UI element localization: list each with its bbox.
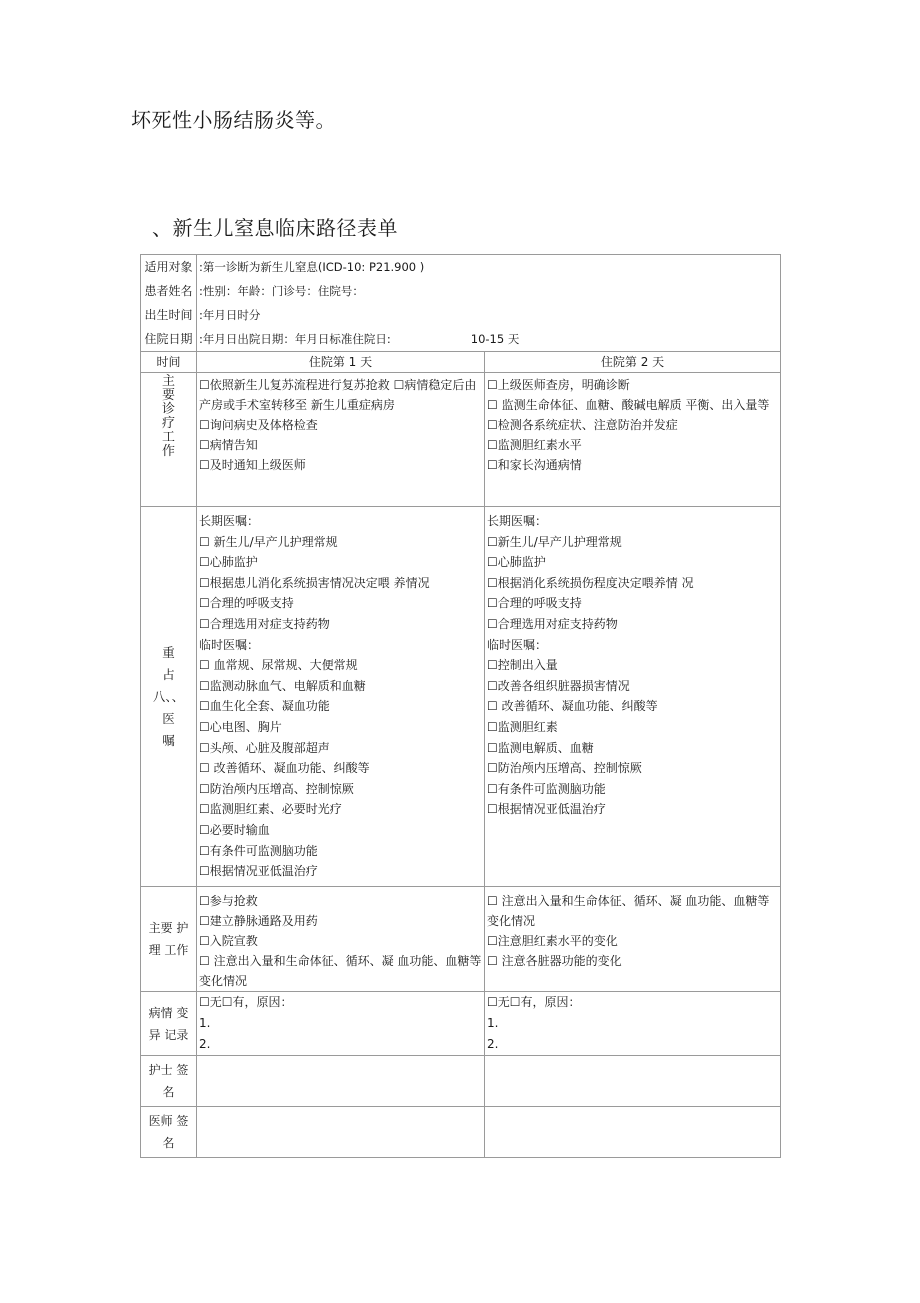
variation-reason-2[interactable]: 2. [487,1037,499,1051]
doctor-sign-label-line: 名 [162,1136,175,1150]
checklist-item[interactable]: ☐ 监测生命体征、血糖、酸碱电解质 平衡、出入量等 [487,398,770,412]
variation-day2 [485,992,781,1056]
standard-stay-duration: 10-15 天 [470,332,520,346]
checklist-item[interactable]: ☐根据消化系统损伤程度决定喂养情 况 [487,575,694,590]
checklist-item[interactable]: ☐参与抢救 [199,894,258,908]
section-title: 、新生儿窒息临床路径表单 [152,216,398,240]
orders-day1 [197,507,485,887]
variation-reason-1[interactable]: 1. [487,1016,499,1030]
orders-label [141,507,197,887]
main-work-day2 [485,373,781,507]
header-labels-cell [141,255,197,352]
diagnosis-line: :第一诊断为新生儿窒息(ICD-10: P21.900 ) [199,260,425,274]
variation-label [141,992,197,1056]
variation-label-line: 病情 变 [148,1005,189,1020]
header-row [141,255,781,352]
checklist-item[interactable]: ☐监测胆红素水平 [487,438,582,452]
checklist-item[interactable]: ☐心肺监护 [487,555,546,570]
checklist-item[interactable]: ☐监测胆红素 [487,719,558,734]
label-admission-date: 住院日期 [144,332,193,346]
doctor-sign-label-line: 医师 签 [148,1114,189,1128]
checklist-item[interactable]: ☐必要时输血 [199,822,270,837]
checklist-item[interactable]: ☐合理的呼吸支持 [487,596,582,611]
variation-choice[interactable]: ☐无☐有，原因： [487,995,581,1009]
checklist-item[interactable]: ☐心肺监护 [199,555,258,570]
orders-day2 [485,507,781,887]
main-work-label-char: 工 [161,430,175,445]
checklist-item[interactable]: ☐新生儿/早产儿护理常规 [487,534,622,549]
order-section-label: 临时医嘱： [199,637,260,652]
checklist-item[interactable]: ☐ 改善循环、凝血功能、纠酸等 [487,699,658,714]
orders-label-char: 医 [162,710,175,726]
nursing-label-line: 理 工作 [148,943,189,957]
doctor-sign-label [141,1107,197,1158]
checklist-item[interactable]: ☐合理选用对症支持药物 [487,616,618,631]
main-work-label [141,373,197,507]
checklist-item[interactable]: ☐病情告知 [199,438,258,452]
column-header-row [141,352,781,373]
intro-text: 坏死性小肠结肠炎等。 [131,108,336,132]
checklist-item[interactable]: ☐检测各系统症状、注意防治并发症 [487,418,678,432]
checklist-item[interactable]: ☐根据情况亚低温治疗 [199,864,318,879]
checklist-item[interactable]: ☐根据患儿消化系统损害情况决定喂 养情况 [199,575,430,590]
checklist-item[interactable]: ☐建立静脉通路及用药 [199,914,318,928]
nurse-sign-row [141,1056,781,1107]
variation-reason-1[interactable]: 1. [199,1016,211,1030]
orders-label-char: 占 [162,666,175,682]
orders-label-char: 重 [162,644,175,660]
checklist-item[interactable]: ☐头颅、心脏及腹部超声 [199,740,330,755]
checklist-item[interactable]: ☐监测电解质、血糖 [487,740,594,755]
main-work-label-char: 诊 [161,402,175,417]
col-time: 时间 [141,352,197,373]
checklist-item[interactable]: ☐血生化全套、凝血功能 [199,699,330,714]
nurse-sign-day2[interactable] [485,1056,781,1107]
nurse-sign-label-line: 名 [162,1085,175,1099]
variation-choice[interactable]: ☐无☐有，原因： [199,995,293,1009]
label-applicable: 适用对象 [144,260,193,274]
checklist-item[interactable]: ☐监测胆红素、必要时光疗 [199,802,342,817]
main-work-label-char: 要 [161,388,175,403]
nurse-sign-day1[interactable] [197,1056,485,1107]
checklist-item[interactable]: ☐根据情况亚低温治疗 [487,802,606,817]
checklist-item[interactable]: ☐合理选用对症支持药物 [199,616,330,631]
checklist-item[interactable]: ☐ 注意出入量和生命体征、循环、凝 血功能、血糖等变化情况 [199,954,482,988]
checklist-item[interactable]: ☐ 改善循环、凝血功能、纠酸等 [199,761,370,776]
main-work-label-char: 主 [161,374,175,389]
orders-label-char: 嘱 [162,732,175,748]
nursing-day2 [485,887,781,992]
orders-row [141,507,781,887]
variation-reason-2[interactable]: 2. [199,1037,211,1051]
label-birth-time: 出生时间 [144,308,193,322]
checklist-item[interactable]: ☐依照新生儿复苏流程进行复苏抢救 ☐病情稳定后由产房或手术室转移至 新生儿重症病房 [199,378,477,412]
checklist-item[interactable]: ☐合理的呼吸支持 [199,596,294,611]
main-work-row [141,373,781,507]
checklist-item[interactable]: ☐ 血常规、尿常规、大便常规 [199,658,358,673]
label-patient-name: 患者姓名 [144,284,193,298]
variation-day1 [197,992,485,1056]
clinical-pathway-table [140,254,781,1158]
variation-label-line: 异 记录 [148,1027,189,1042]
orders-label-char: 八、、 [152,688,185,704]
checklist-item[interactable]: ☐ 注意各脏器功能的变化 [487,954,622,968]
variation-row [141,992,781,1056]
checklist-item[interactable]: ☐控制出入量 [487,658,558,673]
nursing-row [141,887,781,992]
nursing-day1 [197,887,485,992]
checklist-item[interactable]: ☐有条件可监测脑功能 [487,781,606,796]
doctor-sign-day2[interactable] [485,1107,781,1158]
main-work-label-char: 疗 [161,416,175,431]
order-section-label: 长期医嘱： [199,514,260,528]
doctor-sign-row [141,1107,781,1158]
checklist-item[interactable]: ☐询问病史及体格检查 [199,418,318,432]
main-work-label-char: 作 [161,444,175,459]
header-values-cell [197,255,781,352]
birth-time-line: :年月日时分 [199,308,261,322]
checklist-item[interactable]: ☐上级医师查房，明确诊断 [487,378,630,392]
main-work-day1 [197,373,485,507]
nurse-sign-label-line: 护士 签 [148,1063,189,1077]
col-day1: 住院第 1 天 [197,352,485,373]
checklist-item[interactable]: ☐和家长沟通病情 [487,458,582,472]
order-section-label: 长期医嘱： [487,514,548,528]
doctor-sign-day1[interactable] [197,1107,485,1158]
patient-info-line: :性别：年龄：门诊号：住院号： [199,284,364,298]
col-day2: 住院第 2 天 [485,352,781,373]
nurse-sign-label [141,1056,197,1107]
checklist-item[interactable]: ☐注意胆红素水平的变化 [487,934,618,948]
checklist-item[interactable]: ☐防治颅内压增高、控制惊厥 [199,781,354,796]
checklist-item[interactable]: ☐ 新生儿/早产儿护理常规 [199,534,338,549]
checklist-item[interactable]: ☐入院宣教 [199,934,258,948]
checklist-item[interactable]: ☐及时通知上级医师 [199,458,306,472]
order-section-label: 临时医嘱： [487,637,548,652]
nursing-label [141,887,197,992]
admission-text: :年月日出院日期：年月日标准住院日: [199,332,391,346]
checklist-item[interactable]: ☐心电图、胸片 [199,719,282,734]
checklist-item[interactable]: ☐防治颅内压增高、控制惊厥 [487,761,642,776]
nursing-label-line: 主要 护 [148,921,189,935]
checklist-item[interactable]: ☐有条件可监测脑功能 [199,843,318,858]
checklist-item[interactable]: ☐监测动脉血气、电解质和血糖 [199,678,366,693]
admission-line [199,327,778,351]
checklist-item[interactable]: ☐ 注意出入量和生命体征、循环、凝 血功能、血糖等变化情况 [487,894,770,928]
checklist-item[interactable]: ☐改善各组织脏器损害情况 [487,678,630,693]
